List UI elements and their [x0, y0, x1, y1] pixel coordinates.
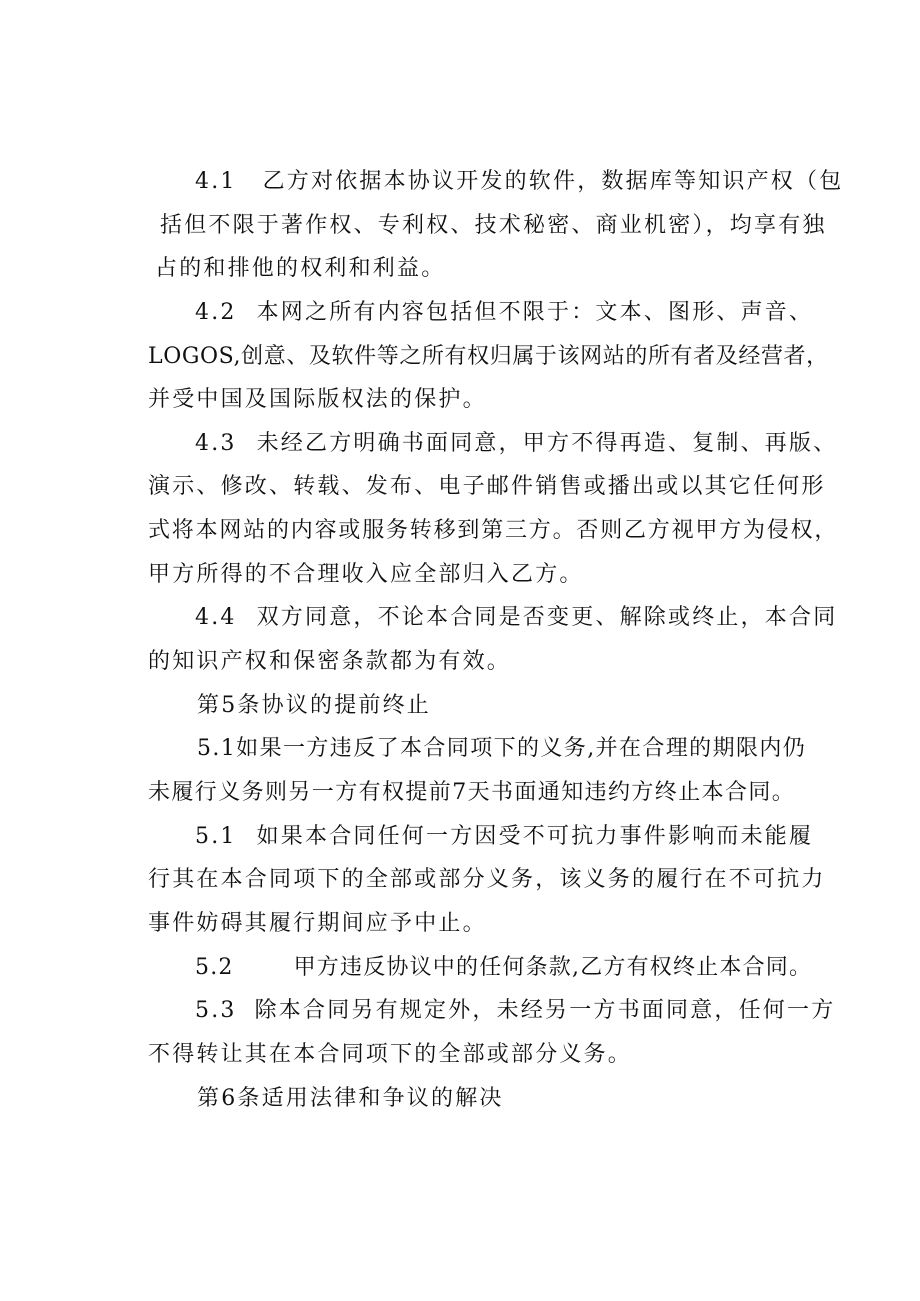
line-text: 式将本网站的内容或服务转移到第三方。否则乙方视甲方为侵权，	[148, 518, 839, 543]
paragraph-line	[197, 734, 920, 764]
line-text: 未履行义务则另一方有权提前7天书面通知违约方终止本合同。	[148, 780, 796, 805]
line-text: LOGOS,创意、及软件等之所有权归属于该网站的所有者及经营者，	[148, 344, 829, 369]
paragraph-line	[195, 167, 920, 197]
line-text: 第5条协议的提前终止	[197, 693, 431, 718]
line-text: 5.1如果一方违反了本合同项下的义务,并在合理的期限内仍	[197, 736, 807, 761]
line-text: 并受中国及国际版权法的保护。	[148, 387, 487, 412]
paragraph-line	[195, 298, 920, 328]
line-text: 本网之所有内容包括但不限于：文本、图形、声音、	[256, 300, 814, 325]
paragraph-line	[148, 342, 920, 372]
clause-number: 5.1	[195, 824, 237, 849]
section-heading	[197, 691, 920, 721]
line-text: 双方同意，不论本合同是否变更、解除或终止，本合同	[256, 605, 838, 630]
paragraph-line	[148, 1040, 920, 1070]
clause-number: 5.3	[195, 998, 237, 1023]
line-text: 第6条适用法律和争议的解决	[197, 1086, 504, 1111]
paragraph-line	[195, 822, 920, 852]
line-text: 事件妨碍其履行期间应予中止。	[148, 911, 487, 936]
line-text: 占的和排他的权利和利益。	[155, 256, 446, 281]
line-text: 未经乙方明确书面同意，甲方不得再造、复制、再版、	[256, 431, 838, 456]
clause-number: 4.2	[195, 300, 237, 325]
paragraph-line	[148, 909, 920, 939]
paragraph-line	[148, 865, 920, 895]
paragraph-line	[148, 472, 920, 502]
paragraph-line	[195, 603, 920, 633]
paragraph-line	[195, 996, 920, 1026]
paragraph-line	[148, 647, 920, 677]
paragraph-line	[195, 953, 920, 983]
line-text: 括但不限于著作权、专利权、技术秘密、商业机密），均享有独	[160, 213, 827, 238]
line-text: 的知识产权和保密条款都为有效。	[148, 649, 512, 674]
paragraph-line	[155, 254, 920, 284]
line-text: 演示、修改、转载、发布、电子邮件销售或播出或以其它任何形	[148, 474, 826, 499]
clause-number: 5.2	[195, 955, 234, 980]
clause-number: 4.4	[195, 605, 237, 630]
line-text: 乙方对依据本协议开发的软件，数据库等知识产权（包	[262, 169, 844, 194]
paragraph-line	[148, 516, 920, 546]
clause-number: 4.1	[195, 169, 237, 194]
line-text: 如果本合同任何一方因受不可抗力事件影响而未能履	[256, 824, 814, 849]
line-text: 甲方违反协议中的任何条款,乙方有权终止本合同。	[293, 955, 813, 980]
paragraph-line	[160, 211, 920, 241]
line-text: 除本合同另有规定外，未经另一方书面同意，任何一方	[254, 998, 836, 1023]
section-heading	[197, 1084, 920, 1114]
paragraph-line	[148, 560, 920, 590]
line-text: 甲方所得的不合理收入应全部归入乙方。	[148, 562, 584, 587]
paragraph-line	[148, 778, 920, 808]
line-text: 行其在本合同项下的全部或部分义务，该义务的履行在不可抗力	[148, 867, 826, 892]
clause-number: 4.3	[195, 431, 237, 456]
line-text: 不得转让其在本合同项下的全部或部分义务。	[148, 1042, 633, 1067]
paragraph-line	[148, 385, 920, 415]
paragraph-line	[195, 429, 920, 459]
